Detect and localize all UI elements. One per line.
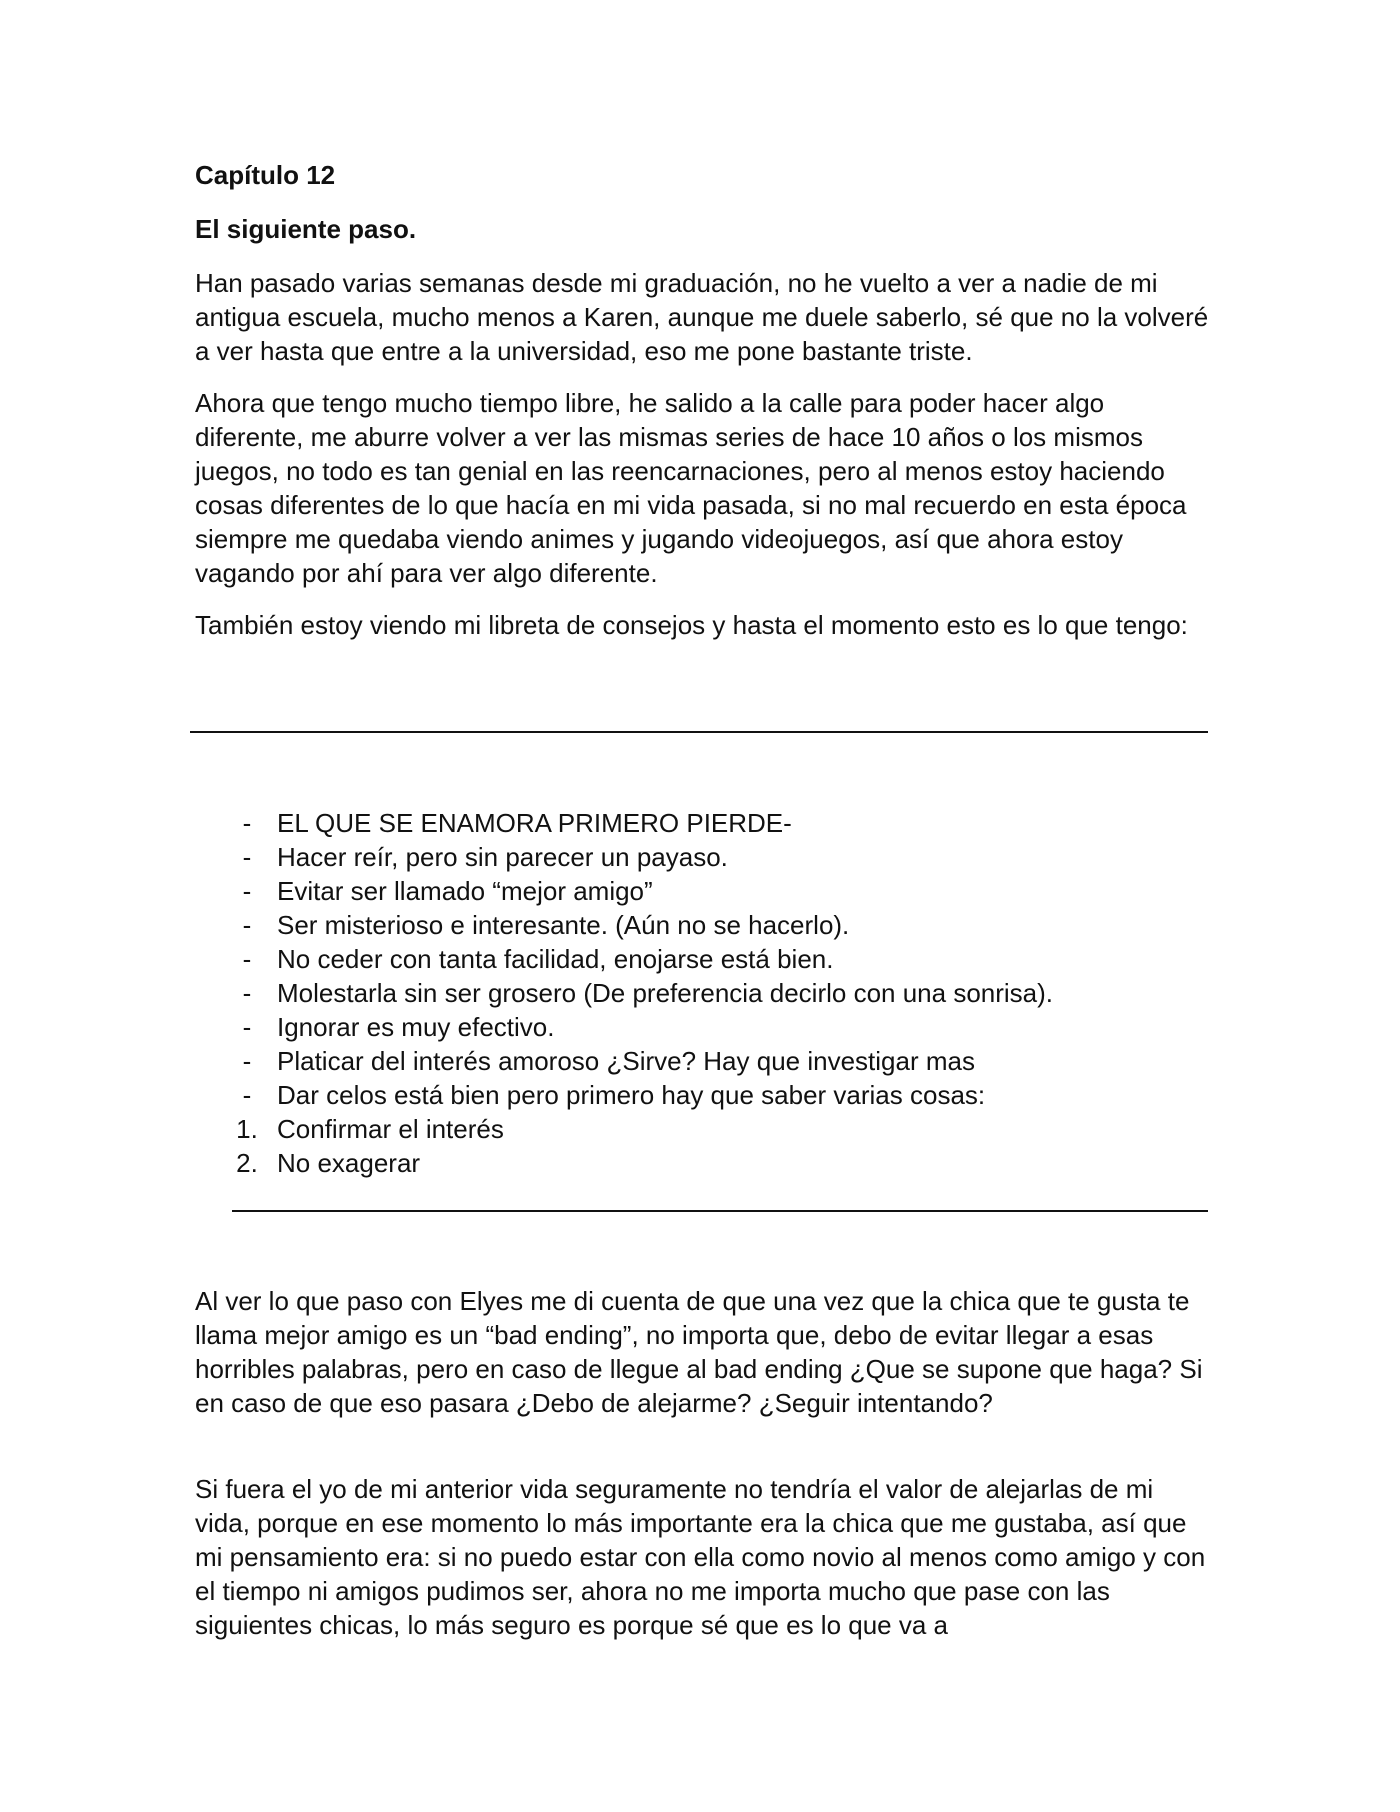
chapter-subtitle-heading: El siguiente paso. [195, 214, 417, 244]
list-item [233, 976, 1053, 1010]
list-item-text: No exagerar [277, 1148, 421, 1178]
list-number: 2. [236, 1148, 258, 1178]
chapter-number-heading: Capítulo 12 [195, 160, 336, 190]
list-bullet: - [242, 978, 252, 1008]
list-bullet: - [242, 842, 252, 872]
list-item [233, 840, 1053, 874]
list-item [233, 908, 1053, 942]
list-item-text: Hacer reír, pero sin parecer un payaso. [277, 842, 728, 872]
list-item-text: Ser misterioso e interesante. (Aún no se hacerlo). [277, 910, 850, 940]
list-item [233, 806, 1053, 840]
list-bullet: - [242, 808, 252, 838]
list-item [233, 1078, 1053, 1112]
list-item [233, 1010, 1053, 1044]
numbered-list-item [233, 1146, 1053, 1180]
paragraph-free-time: Ahora que tengo mucho tiempo libre, he salido a la calle para poder hacer algo diferente, me aburre volver a ver las mismas series de hace 10 años o los mismos juegos, no todo es tan genial en las reencarnaciones, pero al menos estoy haciendo cosas diferentes de lo que hacía en mi vida pasada, si no mal recuerdo en esta época siempre me quedaba viendo animes y jugando videojuegos, así que ahora estoy vagando por ahí para ver algo diferente. [195, 388, 1187, 588]
list-item-text: Confirmar el interés [277, 1114, 504, 1144]
list-bullet: - [242, 876, 252, 906]
list-item-text: Molestarla sin ser grosero (De preferencia decirlo con una sonrisa). [277, 978, 1054, 1008]
list-item [233, 942, 1053, 976]
list-bullet: - [242, 944, 252, 974]
notebook-top-divider [190, 731, 1208, 733]
paragraph-notebook-intro: También estoy viendo mi libreta de consejos y hasta el momento esto es lo que tengo: [195, 610, 1188, 640]
list-item [233, 1044, 1053, 1078]
list-bullet: - [242, 1080, 252, 1110]
paragraph-graduation: Han pasado varias semanas desde mi graduación, no he vuelto a ver a nadie de mi antigua escuela, mucho menos a Karen, aunque me duele saberlo, sé que no la volveré a ver hasta que entre a la universidad, eso me pone bastante triste. [195, 268, 1209, 366]
list-item-text: Dar celos está bien pero primero hay que saber varias cosas: [277, 1080, 986, 1110]
list-item-text: Ignorar es muy efectivo. [277, 1012, 555, 1042]
paragraph-bad-ending: Al ver lo que paso con Elyes me di cuenta de que una vez que la chica que te gusta te llama mejor amigo es un “bad ending”, no importa que, debo de evitar llegar a esas horribles palabras, pero en caso de llegue al bad ending ¿Que se supone que haga? Si en caso de que eso pasara ¿Debo de alejarme? ¿Seguir intentando? [195, 1286, 1203, 1418]
list-item [233, 874, 1053, 908]
list-item-text: No ceder con tanta facilidad, enojarse está bien. [277, 944, 834, 974]
paragraph-previous-life: Si fuera el yo de mi anterior vida seguramente no tendría el valor de alejarlas de mi vida, porque en ese momento lo más importante era la chica que me gustaba, así que mi pensamiento era: si no puedo estar con ella como novio al menos como amigo y con el tiempo ni amigos pudimos ser, ahora no me importa mucho que pase con las siguientes chicas, lo más seguro es porque sé que es lo que va a [195, 1474, 1206, 1640]
list-item-text: EL QUE SE ENAMORA PRIMERO PIERDE- [277, 808, 792, 838]
notebook-bottom-divider [232, 1210, 1208, 1212]
notebook-tips-list [233, 806, 1053, 1180]
list-bullet: - [242, 1012, 252, 1042]
list-item-text: Platicar del interés amoroso ¿Sirve? Hay que investigar mas [277, 1046, 975, 1076]
list-item-text: Evitar ser llamado “mejor amigo” [277, 876, 653, 906]
list-bullet: - [242, 1046, 252, 1076]
numbered-list-item [233, 1112, 1053, 1146]
list-bullet: - [242, 910, 252, 940]
list-number: 1. [236, 1114, 258, 1144]
